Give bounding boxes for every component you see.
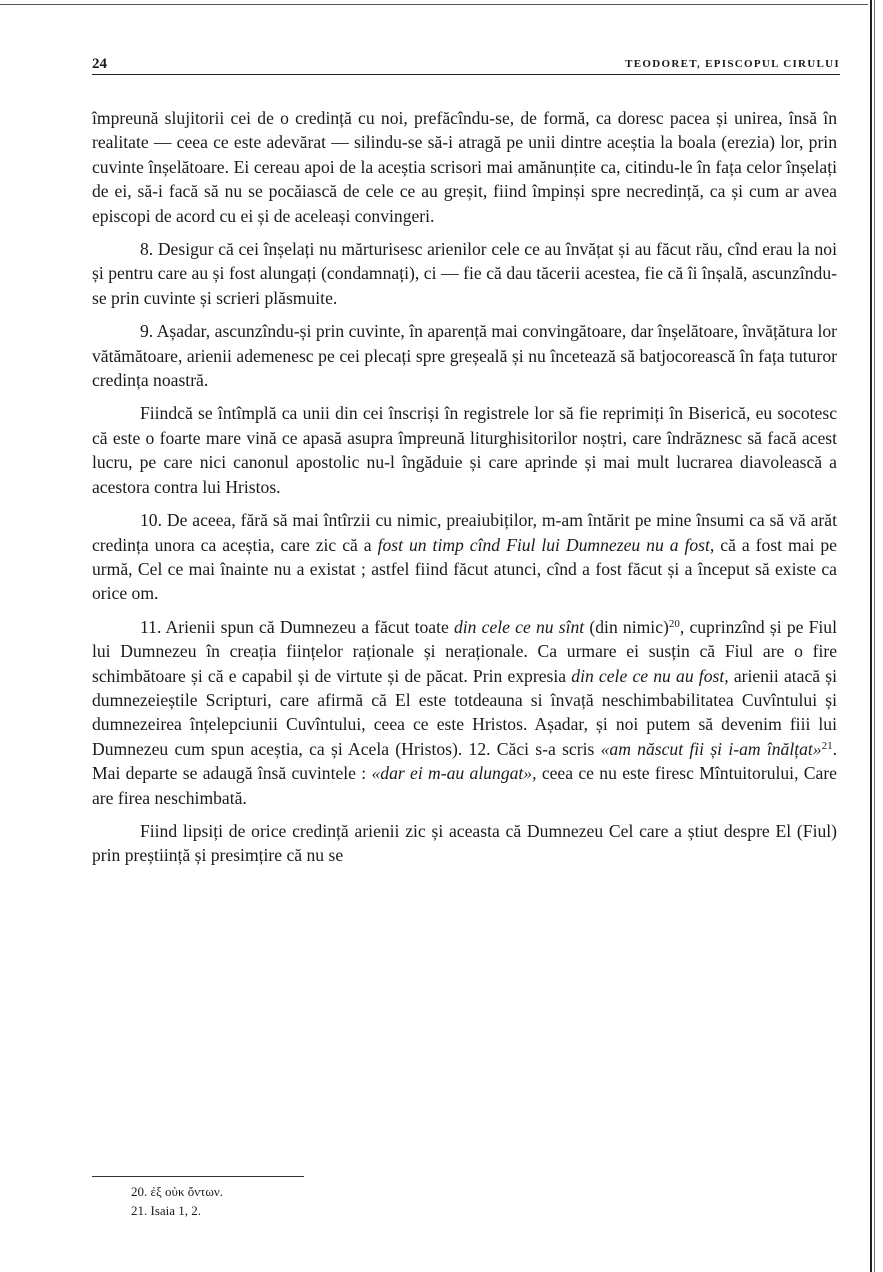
text-run: , cuprinzînd și pe Fiul lui Dumnezeu în creația ființelor raționale și neraționale. Ca urmare ei susțin că Fiul are o fire schimbătoare și că e capabil și de virtute și de păcat. Prin expresia [92,616,837,686]
footnote-ref-21[interactable]: 21 [821,739,833,752]
footnote-divider [92,1176,304,1177]
running-title: TEODORET, EPISCOPUL CIRULUI [625,58,840,70]
text-run: că a fost mai pe urmă, Cel ce mai înainte nu a existat ; astfel fiind făcut atunci, cînd a fost făcut și a început să existe ca orice om. [92,534,837,604]
body-text [92,106,837,877]
paragraph-10 [92,508,837,606]
footnote-20: 20. ἐξ οὐκ ὄντων. [131,1184,224,1199]
italic-quote: fost un timp cînd Fiul lui Dumnezeu nu a fost, [377,534,715,555]
scan-right-border [870,0,872,1272]
italic-quote: din cele ce nu au fost, [571,665,729,686]
text-run: 10. De aceea, fără să mai întîrzii cu nimic, preaiubiților, m-am întărit pe mine însumi ca să vă arăt credința unora ca aceștia, care zic că a [92,510,837,555]
text-run: arienii atacă și dumnezeieștile Scripturi, care afirmă că El este totdeauna si învață neschimbabilitatea Cuvîntului și dumnezeirea înțelepciunii Cuvîntului, ceea ce este Hristos. Așadar, și noi putem să devenim fiii lui Dumnezeu cum spun aceștia, ca și Acela (Hristos). 12. Căci s-a scris [92,665,838,759]
italic-quote: «am născut fii și i-am înălțat» [600,738,822,759]
scan-top-border [0,4,868,5]
italic-quote: «dar ei m-au alungat», [371,763,537,784]
text-run: . Mai departe se adaugă însă cuvintele : [92,738,837,784]
page-header [92,52,840,75]
scan-right-border-inner [874,0,875,1272]
paragraph-11 [92,615,837,810]
italic-quote: din cele ce nu sînt [453,616,585,637]
page-number: 24 [92,56,107,72]
footnotes [131,1182,731,1220]
paragraph-1: împreună slujitorii cei de o credință cu noi, prefăcîndu-se, de formă, ca doresc pacea și unirea, însă în realitate — ceea ce este adevărat — silindu-se să-i atragă pe unii dintre aceștia la boala (erezia) lor, prin cuvinte înșelătoare. Ei cereau apoi de la aceștia scrisori mai amănunțite ca, citindu-le în fața celor înșelați de ei, să-i facă să nu se pocăiască de cele ce au greșit, fiind împinși spre necredință, ca și cum ar avea episcopi de acord cu ei și de aceleași convingeri. [92,108,837,226]
paragraph-last: Fiind lipsiți de orice credință arienii zic și aceasta că Dumnezeu Cel care a știut despre El (Fiul) prin preștiință și presimțire că nu se [92,820,837,866]
text-run: 11. Arienii spun că Dumnezeu a făcut toate [140,616,454,637]
text-run: ceea ce nu este firesc Mîntuitorului, Care are firea neschimbată. [92,763,837,808]
paragraph-8: 8. Desigur că cei înșelați nu mărturisesc arienilor cele ce au învățat și au făcut rău, cînd erau la noi și pentru care au și fost alungați (condamnați), ci — fie că dau tăcerii acestea, fie că îi înșală, ascunzîndu-se prin cuvinte și scrieri plăsmuite. [92,239,837,308]
footnote-ref-20[interactable]: 20 [668,617,680,630]
text-run: (din nimic) [584,616,669,637]
footnote-21: 21. Isaia 1, 2. [131,1203,202,1218]
paragraph-canon: Fiindcă se întîmplă ca unii din cei înscriși în registrele lor să fie reprimiți în Biserică, eu socotesc că este o foarte mare vină ce apasă asupra împreună liturghisitorilor noștri, care îndrăznesc să facă acest lucru, pe care nici canonul apostolic nu-l îngăduie și care aprinde și mai mult lucrarea diavolească a acestora contra lui Hristos. [92,403,837,497]
paragraph-9: 9. Așadar, ascunzîndu-și prin cuvinte, în aparență mai convingătoare, dar înșelătoare, învățătura lor vătămătoare, arienii ademenesc pe cei plecați spre greșeală și nu încetează să batjocorească în fața tuturor credința noastră. [92,321,837,391]
